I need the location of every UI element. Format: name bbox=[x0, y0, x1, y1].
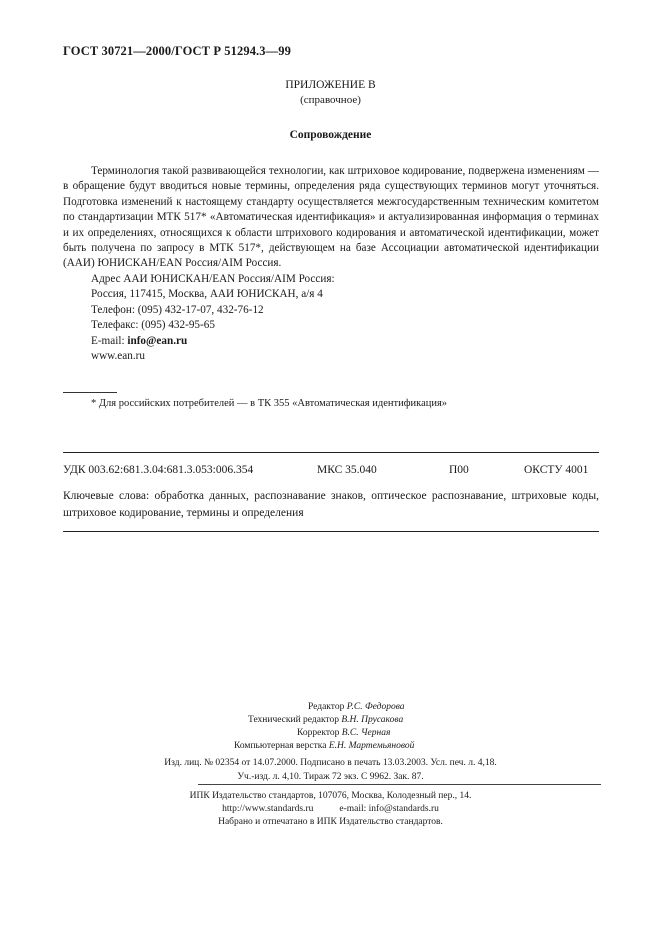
tech-editor-credit: Технический редактор В.Н. Прусакова bbox=[248, 715, 404, 725]
publisher-print-note: Набрано и отпечатано в ИПК Издательство стандартов. bbox=[218, 817, 443, 827]
proofreader-credit: Корректор В.С. Черная bbox=[297, 728, 391, 738]
email-label: E-mail: bbox=[91, 334, 128, 347]
print-info-line: Уч.-изд. л. 4,10. Тираж 72 экз. С 9962. Зак. 87. bbox=[237, 771, 424, 782]
body-paragraph: Терминология такой развивающейся технологии, как штриховое кодирование, подвержена изменениям — в обращение будут вводиться новые термины, определения ряда существующих терминов могут уточняться. Подготовка изменений к настоящему стандарту осуществляется межгосударственным техническим комитетом по стандартизации МТК 517* «Автоматическая идентификация» и актуализированная информация о терминах и их определениях, относящихся к области штрихового кодирования и автоматической идентификации, может быть получена по запросу в МТК 517*, действующем на базе Ассоциации автоматической идентификации (ААИ) ЮНИСКАН/EAN Россия/AIM Россия. bbox=[63, 165, 599, 270]
email-line bbox=[91, 334, 335, 349]
appendix-subtitle: (справочное) bbox=[300, 94, 361, 106]
document-header: ГОСТ 30721—2000/ГОСТ Р 51294.3—99 bbox=[63, 44, 291, 58]
appendix-heading bbox=[0, 78, 661, 108]
publisher-website[interactable]: http://www.standards.ru bbox=[222, 804, 314, 814]
udk-code: УДК 003.62:681.3.04:681.3.053:006.354 bbox=[63, 464, 254, 476]
address-line: Россия, 117415, Москва, ААИ ЮНИСКАН, а/я 4 bbox=[91, 288, 323, 301]
top-divider bbox=[63, 452, 599, 453]
print-info bbox=[0, 757, 661, 784]
publisher-info bbox=[0, 790, 661, 829]
editor-credit: Редактор Р.С. Федорова bbox=[308, 702, 405, 712]
phone-line: Телефон: (095) 432-17-07, 432-76-12 bbox=[91, 303, 264, 316]
address-line: Адрес ААИ ЮНИСКАН/EAN Россия/AIM Россия: bbox=[91, 273, 335, 285]
mks-code: МКС 35.040 bbox=[317, 464, 377, 476]
keywords: Ключевые слова: обработка данных, распознавание знаков, оптическое распознавание, штриховые коды, штриховое кодирование, термины и определения bbox=[63, 490, 599, 519]
fax-line: Телефакс: (095) 432-95-65 bbox=[91, 319, 215, 332]
layout-credit: Компьютерная верстка Е.Н. Мартемьяновой bbox=[234, 741, 415, 751]
publisher-divider bbox=[198, 784, 601, 785]
website-link[interactable]: www.ean.ru bbox=[91, 350, 145, 363]
group-code: П00 bbox=[449, 464, 469, 476]
publisher-contacts bbox=[0, 803, 661, 816]
credits-block bbox=[0, 701, 661, 753]
footnote-divider bbox=[63, 392, 117, 393]
footnote: * Для российских потребителей — в ТК 355 «Автоматическая идентификация» bbox=[91, 398, 448, 409]
email-link[interactable]: info@ean.ru bbox=[127, 334, 188, 347]
bottom-divider bbox=[63, 531, 599, 532]
publisher-email[interactable]: e-mail: info@standards.ru bbox=[339, 804, 439, 814]
appendix-title: ПРИЛОЖЕНИЕ В bbox=[285, 79, 376, 91]
section-title: Сопровождение bbox=[289, 129, 372, 141]
okstu-code: ОКСТУ 4001 bbox=[524, 464, 589, 476]
publisher-address: ИПК Издательство стандартов, 107076, Москва, Колодезный пер., 14. bbox=[189, 791, 472, 801]
address-block bbox=[91, 272, 335, 364]
print-info-line: Изд. лиц. № 02354 от 14.07.2000. Подписано в печать 13.03.2003. Усл. печ. л. 4,18. bbox=[164, 758, 497, 768]
